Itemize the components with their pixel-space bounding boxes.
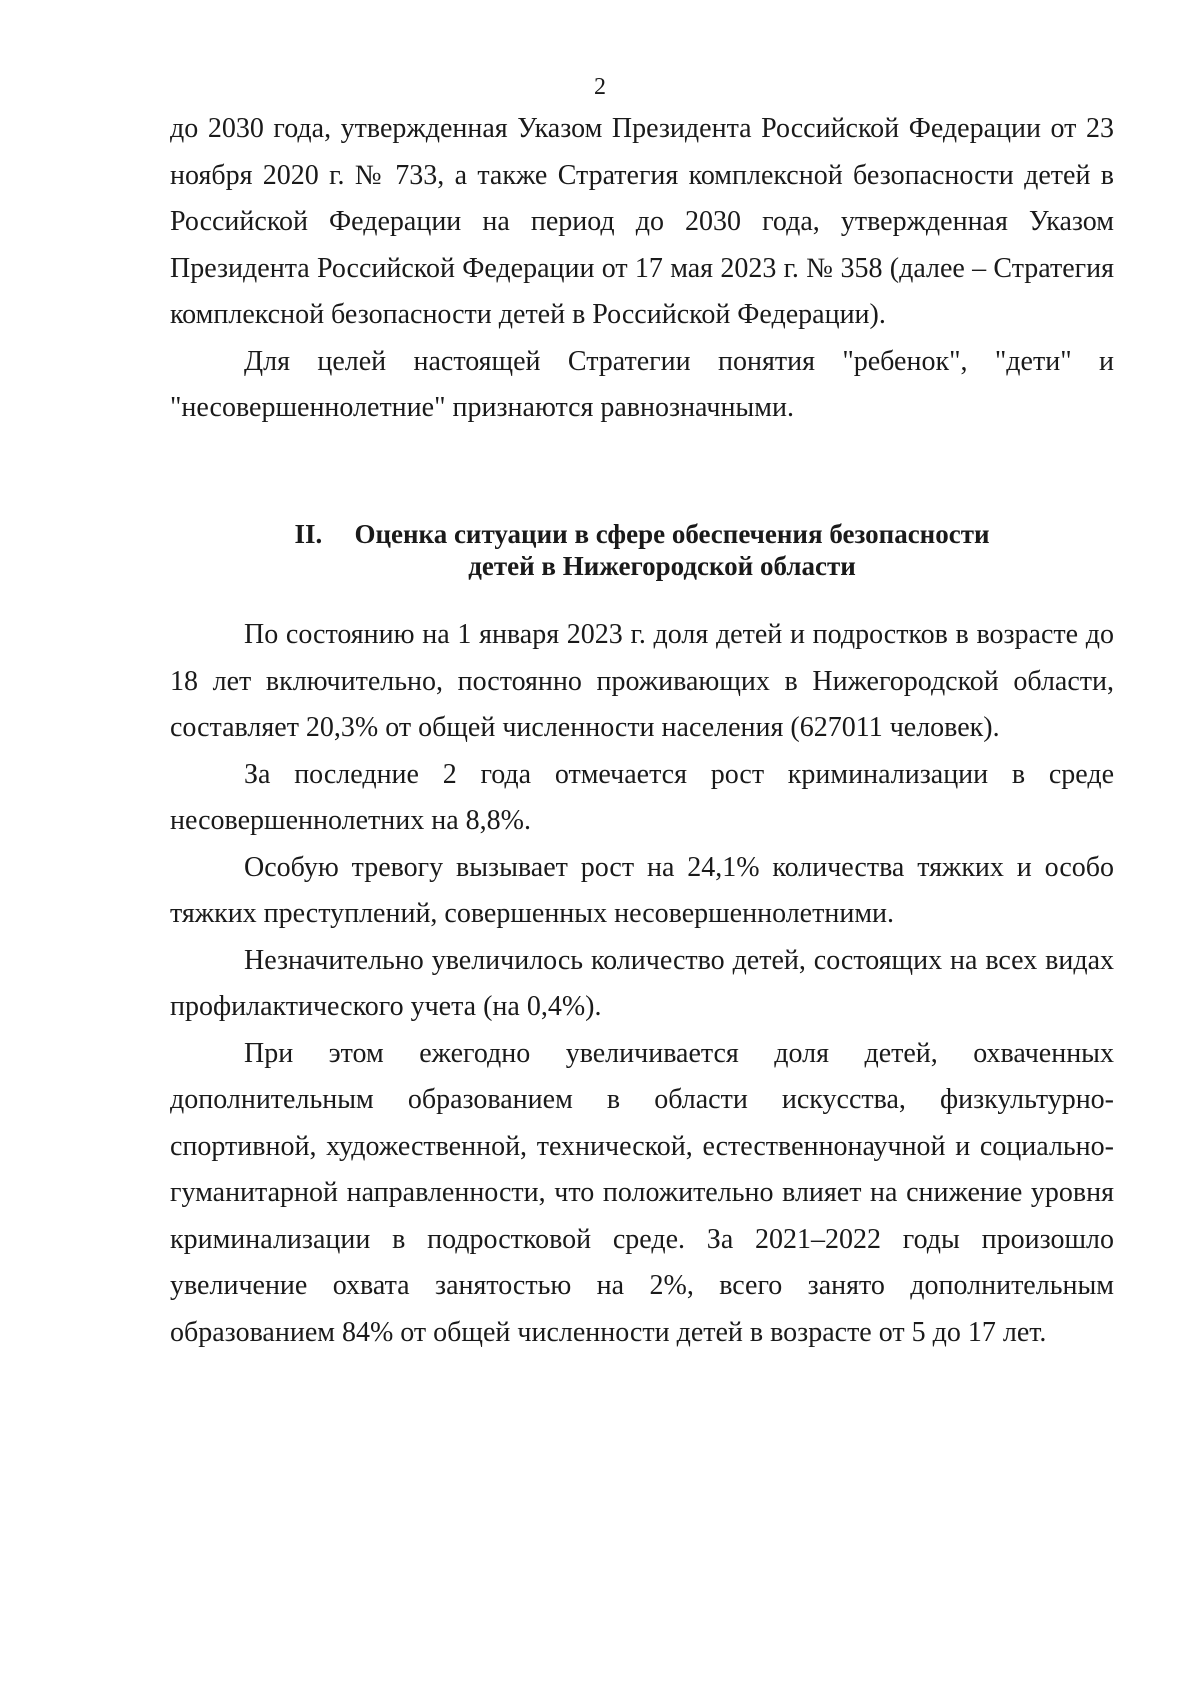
section-heading <box>170 518 1114 582</box>
section-heading-row1 <box>170 518 1114 550</box>
intro-paragraph-continuation: до 2030 года, утвержденная Указом Президента Российской Федерации от 23 ноября 2020 г. № 733, а также Стратегия комплексной безопасности детей в Российской Федерации на период до 2030 года, утвержденная Указом Президента Российской Федерации от 17 мая 2023 г. № 358 (далее – Стратегия комплексной безопасности детей в Российской Федерации). <box>170 113 1114 330</box>
body-paragraph-criminalization: За последние 2 года отмечается рост криминализации в среде несовершеннолетних на 8,8%. <box>170 758 1114 836</box>
section-body <box>170 612 1114 1356</box>
section-title-line2: детей в Нижегородской области <box>468 551 856 581</box>
body-paragraph-preventive-registration: Незначительно увеличилось количество детей, состоящих на всех видах профилактического учета (на 0,4%). <box>170 944 1114 1022</box>
intro-text <box>170 106 1114 432</box>
section-numeral: II. <box>294 519 323 549</box>
body-paragraph-additional-education: При этом ежегодно увеличивается доля детей, охваченных дополнительным образованием в области искусства, физкультурно-спортивной, художественной, технической, естественнонаучной и социально-гуманитарной направленности, что положительно влияет на снижение уровня криминализации в подростковой среде. За 2021–2022 годы произошло увеличение охвата занятостью на 2%, всего занято дополнительным образованием 84% от общей численности детей в возрасте от 5 до 17 лет. <box>170 1037 1114 1348</box>
page-number: 2 <box>594 74 606 100</box>
section-title-line1: Оценка ситуации в сфере обеспечения безопасности <box>354 519 990 549</box>
intro-paragraph-definitions: Для целей настоящей Стратегии понятия "ребенок", "дети" и "несовершеннолетние" признаются равнозначными. <box>170 345 1114 423</box>
body-paragraph-population: По состоянию на 1 января 2023 г. доля детей и подростков в возрасте до 18 лет включительно, постоянно проживающих в Нижегородской области, составляет 20,3% от общей численности населения (627011 человек). <box>170 619 1114 743</box>
body-paragraph-serious-crimes: Особую тревогу вызывает рост на 24,1% количества тяжких и особо тяжких преступлений, совершенных несовершеннолетними. <box>170 851 1114 929</box>
